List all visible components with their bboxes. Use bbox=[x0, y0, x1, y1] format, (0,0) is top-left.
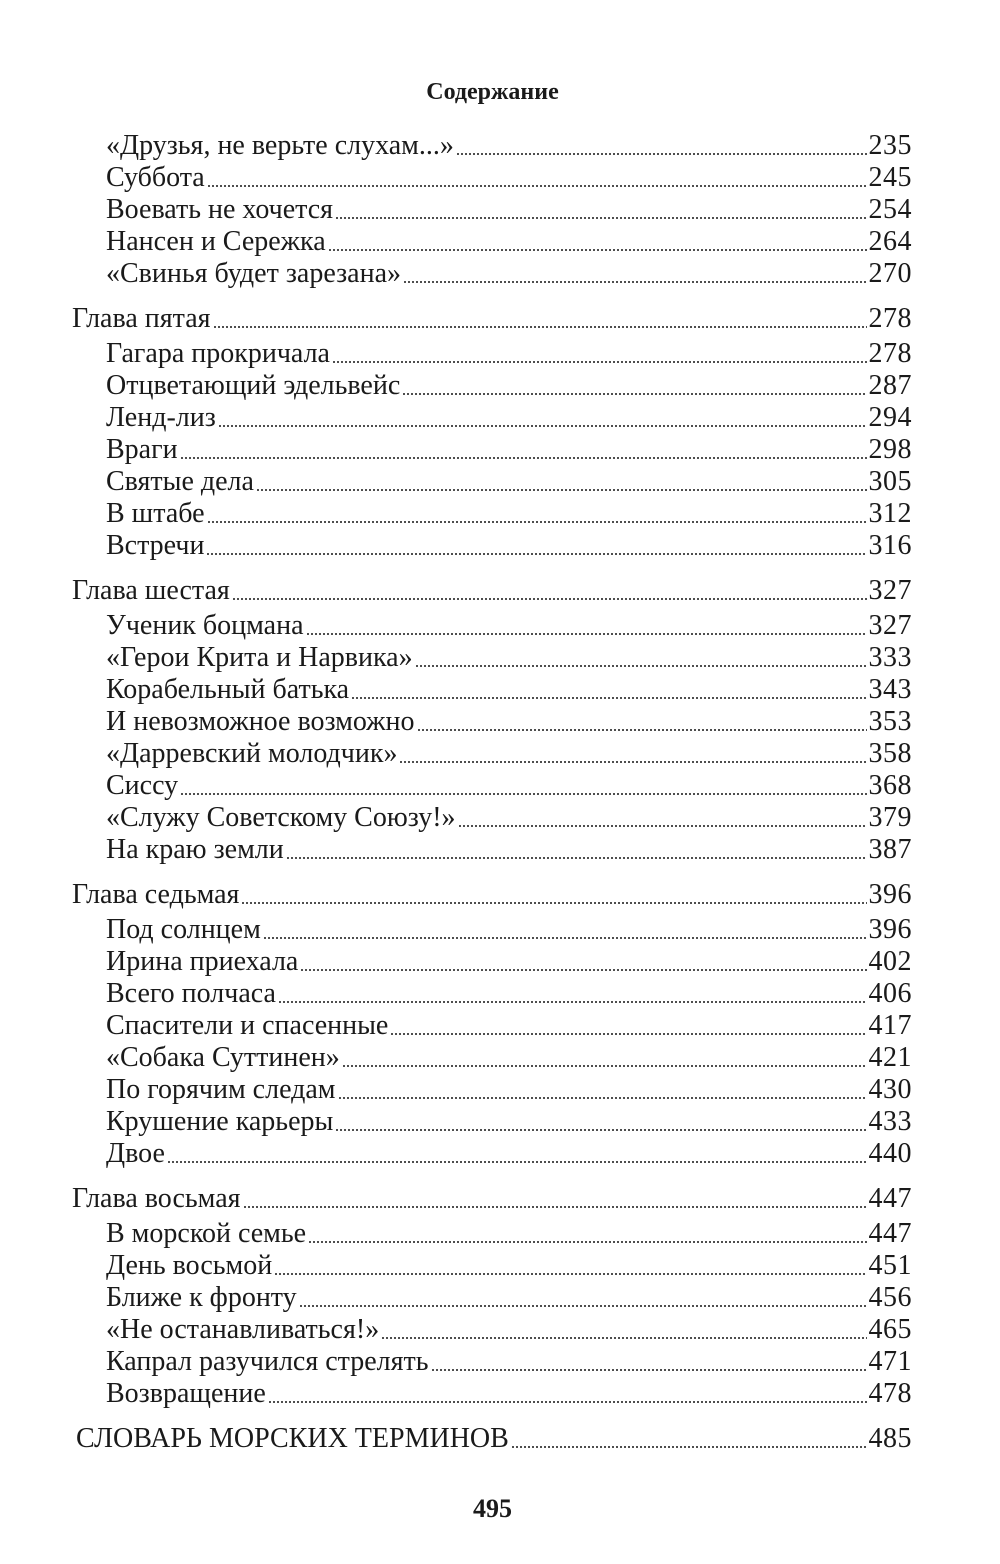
dot-leader bbox=[431, 1350, 867, 1372]
entry-title: Встречи bbox=[106, 530, 205, 561]
dot-leader bbox=[299, 1286, 867, 1308]
entry-page-number: 327 bbox=[868, 575, 912, 606]
dot-leader bbox=[402, 374, 866, 396]
dot-leader bbox=[351, 678, 866, 700]
toc-section-entry bbox=[106, 802, 912, 834]
entry-page-number: 451 bbox=[868, 1250, 912, 1281]
toc-section-entry bbox=[106, 610, 912, 642]
dot-leader bbox=[256, 470, 867, 492]
entry-page-number: 456 bbox=[868, 1282, 912, 1313]
toc-section-entry bbox=[106, 978, 912, 1010]
entry-title: «Друзья, не верьте слухам...» bbox=[106, 130, 454, 161]
dot-leader bbox=[338, 1078, 867, 1100]
toc-section-entry bbox=[106, 130, 912, 162]
dot-leader bbox=[399, 742, 866, 764]
entry-page-number: 353 bbox=[868, 706, 912, 737]
toc-section-entry bbox=[106, 1378, 912, 1410]
entry-title: Крушение карьеры bbox=[106, 1106, 334, 1137]
dot-leader bbox=[308, 1222, 866, 1244]
toc-chapter-entry bbox=[72, 879, 912, 911]
entry-title: Гагара прокричала bbox=[106, 338, 330, 369]
entry-page-number: 447 bbox=[868, 1183, 912, 1214]
dot-leader bbox=[213, 307, 867, 329]
toc-section-entry bbox=[106, 1314, 912, 1346]
entry-page-number: 485 bbox=[868, 1423, 912, 1454]
toc-section-entry bbox=[106, 1138, 912, 1170]
entry-page-number: 270 bbox=[868, 258, 912, 289]
entry-title: Под солнцем bbox=[106, 914, 261, 945]
dot-leader bbox=[342, 1046, 867, 1068]
dot-leader bbox=[268, 1382, 867, 1404]
page-number: 495 bbox=[473, 1494, 512, 1523]
entry-title: Воевать не хочется bbox=[106, 194, 334, 225]
entry-title: В морской семье bbox=[106, 1218, 307, 1249]
toc-chapter-entry bbox=[72, 303, 912, 335]
entry-page-number: 278 bbox=[868, 303, 912, 334]
dot-leader bbox=[207, 166, 867, 188]
entry-page-number: 343 bbox=[868, 674, 912, 705]
entry-title: Двое bbox=[106, 1138, 165, 1169]
entry-page-number: 264 bbox=[868, 226, 912, 257]
entry-page-number: 298 bbox=[868, 434, 912, 465]
toc-section-entry bbox=[106, 226, 912, 258]
dot-leader bbox=[218, 406, 867, 428]
entry-title: Глава восьмая bbox=[72, 1183, 241, 1214]
dot-leader bbox=[511, 1427, 867, 1449]
toc-section-entry bbox=[106, 914, 912, 946]
toc-section-entry bbox=[106, 338, 912, 370]
entry-page-number: 235 bbox=[868, 130, 912, 161]
dot-leader bbox=[458, 806, 867, 828]
entry-title: В штабе bbox=[106, 498, 205, 529]
entry-page-number: 379 bbox=[868, 802, 912, 833]
toc-section-entry bbox=[106, 946, 912, 978]
entry-title: Спасители и спасенные bbox=[106, 1010, 389, 1041]
dot-leader bbox=[335, 1110, 866, 1132]
toc-section-entry bbox=[106, 402, 912, 434]
toc-section-entry bbox=[106, 370, 912, 402]
toc-appendix-entry bbox=[76, 1423, 912, 1455]
toc-section-entry bbox=[106, 530, 912, 562]
toc-section-entry bbox=[106, 1074, 912, 1106]
dot-leader bbox=[456, 134, 867, 156]
dot-leader bbox=[403, 262, 867, 284]
dot-leader bbox=[180, 438, 867, 460]
toc-section-entry bbox=[106, 194, 912, 226]
entry-page-number: 430 bbox=[868, 1074, 912, 1105]
entry-page-number: 465 bbox=[868, 1314, 912, 1345]
dot-leader bbox=[328, 230, 867, 252]
entry-page-number: 440 bbox=[868, 1138, 912, 1169]
entry-title: На краю земли bbox=[106, 834, 284, 865]
entry-page-number: 316 bbox=[868, 530, 912, 561]
entry-page-number: 478 bbox=[868, 1378, 912, 1409]
dot-leader bbox=[390, 1014, 866, 1036]
entry-title: «Дарревский молодчик» bbox=[106, 738, 398, 769]
toc-section-entry bbox=[106, 642, 912, 674]
entry-page-number: 333 bbox=[868, 642, 912, 673]
dot-leader bbox=[263, 918, 867, 940]
toc-section-entry bbox=[106, 834, 912, 866]
entry-title: По горячим следам bbox=[106, 1074, 336, 1105]
entry-page-number: 327 bbox=[868, 610, 912, 641]
entry-title: «Герои Крита и Нарвика» bbox=[106, 642, 413, 673]
toc-section-entry bbox=[106, 1106, 912, 1138]
entry-title: И невозможное возможно bbox=[106, 706, 415, 737]
entry-title: СЛОВАРЬ МОРСКИХ ТЕРМИНОВ bbox=[76, 1423, 509, 1454]
entry-title: «Собака Суттинен» bbox=[106, 1042, 340, 1073]
entry-title: День восьмой bbox=[106, 1250, 273, 1281]
dot-leader bbox=[286, 838, 867, 860]
entry-title: «Свинья будет зарезана» bbox=[106, 258, 401, 289]
entry-page-number: 245 bbox=[868, 162, 912, 193]
entry-title: Суббота bbox=[106, 162, 205, 193]
toc-section-entry bbox=[106, 1042, 912, 1074]
dot-leader bbox=[306, 614, 867, 636]
toc-section-entry bbox=[106, 1282, 912, 1314]
dot-leader bbox=[415, 646, 867, 668]
dot-leader bbox=[332, 342, 867, 364]
toc-section-entry bbox=[106, 1218, 912, 1250]
toc-chapter-entry bbox=[72, 1183, 912, 1215]
dot-leader bbox=[167, 1142, 867, 1164]
dot-leader bbox=[335, 198, 866, 220]
entry-title: «Служу Советскому Союзу!» bbox=[106, 802, 456, 833]
entry-title: Капрал разучился стрелять bbox=[106, 1346, 429, 1377]
toc-section-entry bbox=[106, 466, 912, 498]
entry-title: «Не останавливаться!» bbox=[106, 1314, 380, 1345]
toc-section-entry bbox=[106, 674, 912, 706]
entry-page-number: 254 bbox=[868, 194, 912, 225]
entry-page-number: 294 bbox=[868, 402, 912, 433]
toc-section-entry bbox=[106, 1346, 912, 1378]
entry-title: Корабельный батька bbox=[106, 674, 350, 705]
entry-title: Святые дела bbox=[106, 466, 254, 497]
toc-section-entry bbox=[106, 1010, 912, 1042]
dot-leader bbox=[180, 774, 866, 796]
entry-page-number: 471 bbox=[868, 1346, 912, 1377]
dot-leader bbox=[274, 1254, 866, 1276]
dot-leader bbox=[241, 883, 866, 905]
entry-title: Возвращение bbox=[106, 1378, 266, 1409]
dot-leader bbox=[243, 1187, 867, 1209]
entry-page-number: 447 bbox=[868, 1218, 912, 1249]
entry-title: Ближе к фронту bbox=[106, 1282, 297, 1313]
entry-page-number: 368 bbox=[868, 770, 912, 801]
dot-leader bbox=[417, 710, 867, 732]
entry-title: Всего полчаса bbox=[106, 978, 276, 1009]
dot-leader bbox=[278, 982, 867, 1004]
toc-section-entry bbox=[106, 162, 912, 194]
dot-leader bbox=[232, 579, 867, 601]
entry-title: Нансен и Сережка bbox=[106, 226, 326, 257]
entry-page-number: 406 bbox=[868, 978, 912, 1009]
entry-page-number: 417 bbox=[868, 1010, 912, 1041]
entry-page-number: 396 bbox=[868, 879, 912, 910]
toc-section-entry bbox=[106, 498, 912, 530]
entry-page-number: 396 bbox=[868, 914, 912, 945]
toc-chapter-entry bbox=[72, 575, 912, 607]
entry-page-number: 433 bbox=[868, 1106, 912, 1137]
entry-title: Ученик боцмана bbox=[106, 610, 304, 641]
toc-section-entry bbox=[106, 434, 912, 466]
dot-leader bbox=[381, 1318, 866, 1340]
entry-title: Ленд-лиз bbox=[106, 402, 216, 433]
entry-page-number: 287 bbox=[868, 370, 912, 401]
running-head: Содержание bbox=[426, 79, 559, 105]
entry-title: Ирина приехала bbox=[106, 946, 299, 977]
dot-leader bbox=[300, 950, 866, 972]
toc-section-entry bbox=[106, 258, 912, 290]
toc-section-entry bbox=[106, 770, 912, 802]
entry-title: Глава пятая bbox=[72, 303, 211, 334]
entry-title: Враги bbox=[106, 434, 178, 465]
entry-page-number: 387 bbox=[868, 834, 912, 865]
entry-title: Глава шестая bbox=[72, 575, 230, 606]
entry-page-number: 278 bbox=[868, 338, 912, 369]
toc-section-entry bbox=[106, 1250, 912, 1282]
toc-section-entry bbox=[106, 706, 912, 738]
dot-leader bbox=[206, 534, 866, 556]
entry-page-number: 305 bbox=[868, 466, 912, 497]
entry-page-number: 421 bbox=[868, 1042, 912, 1073]
entry-page-number: 402 bbox=[868, 946, 912, 977]
toc-section-entry bbox=[106, 738, 912, 770]
entry-title: Сиссу bbox=[106, 770, 179, 801]
entry-title: Глава седьмая bbox=[72, 879, 240, 910]
dot-leader bbox=[207, 502, 867, 524]
entry-page-number: 312 bbox=[868, 498, 912, 529]
entry-page-number: 358 bbox=[868, 738, 912, 769]
entry-title: Отцветающий эдельвейс bbox=[106, 370, 401, 401]
